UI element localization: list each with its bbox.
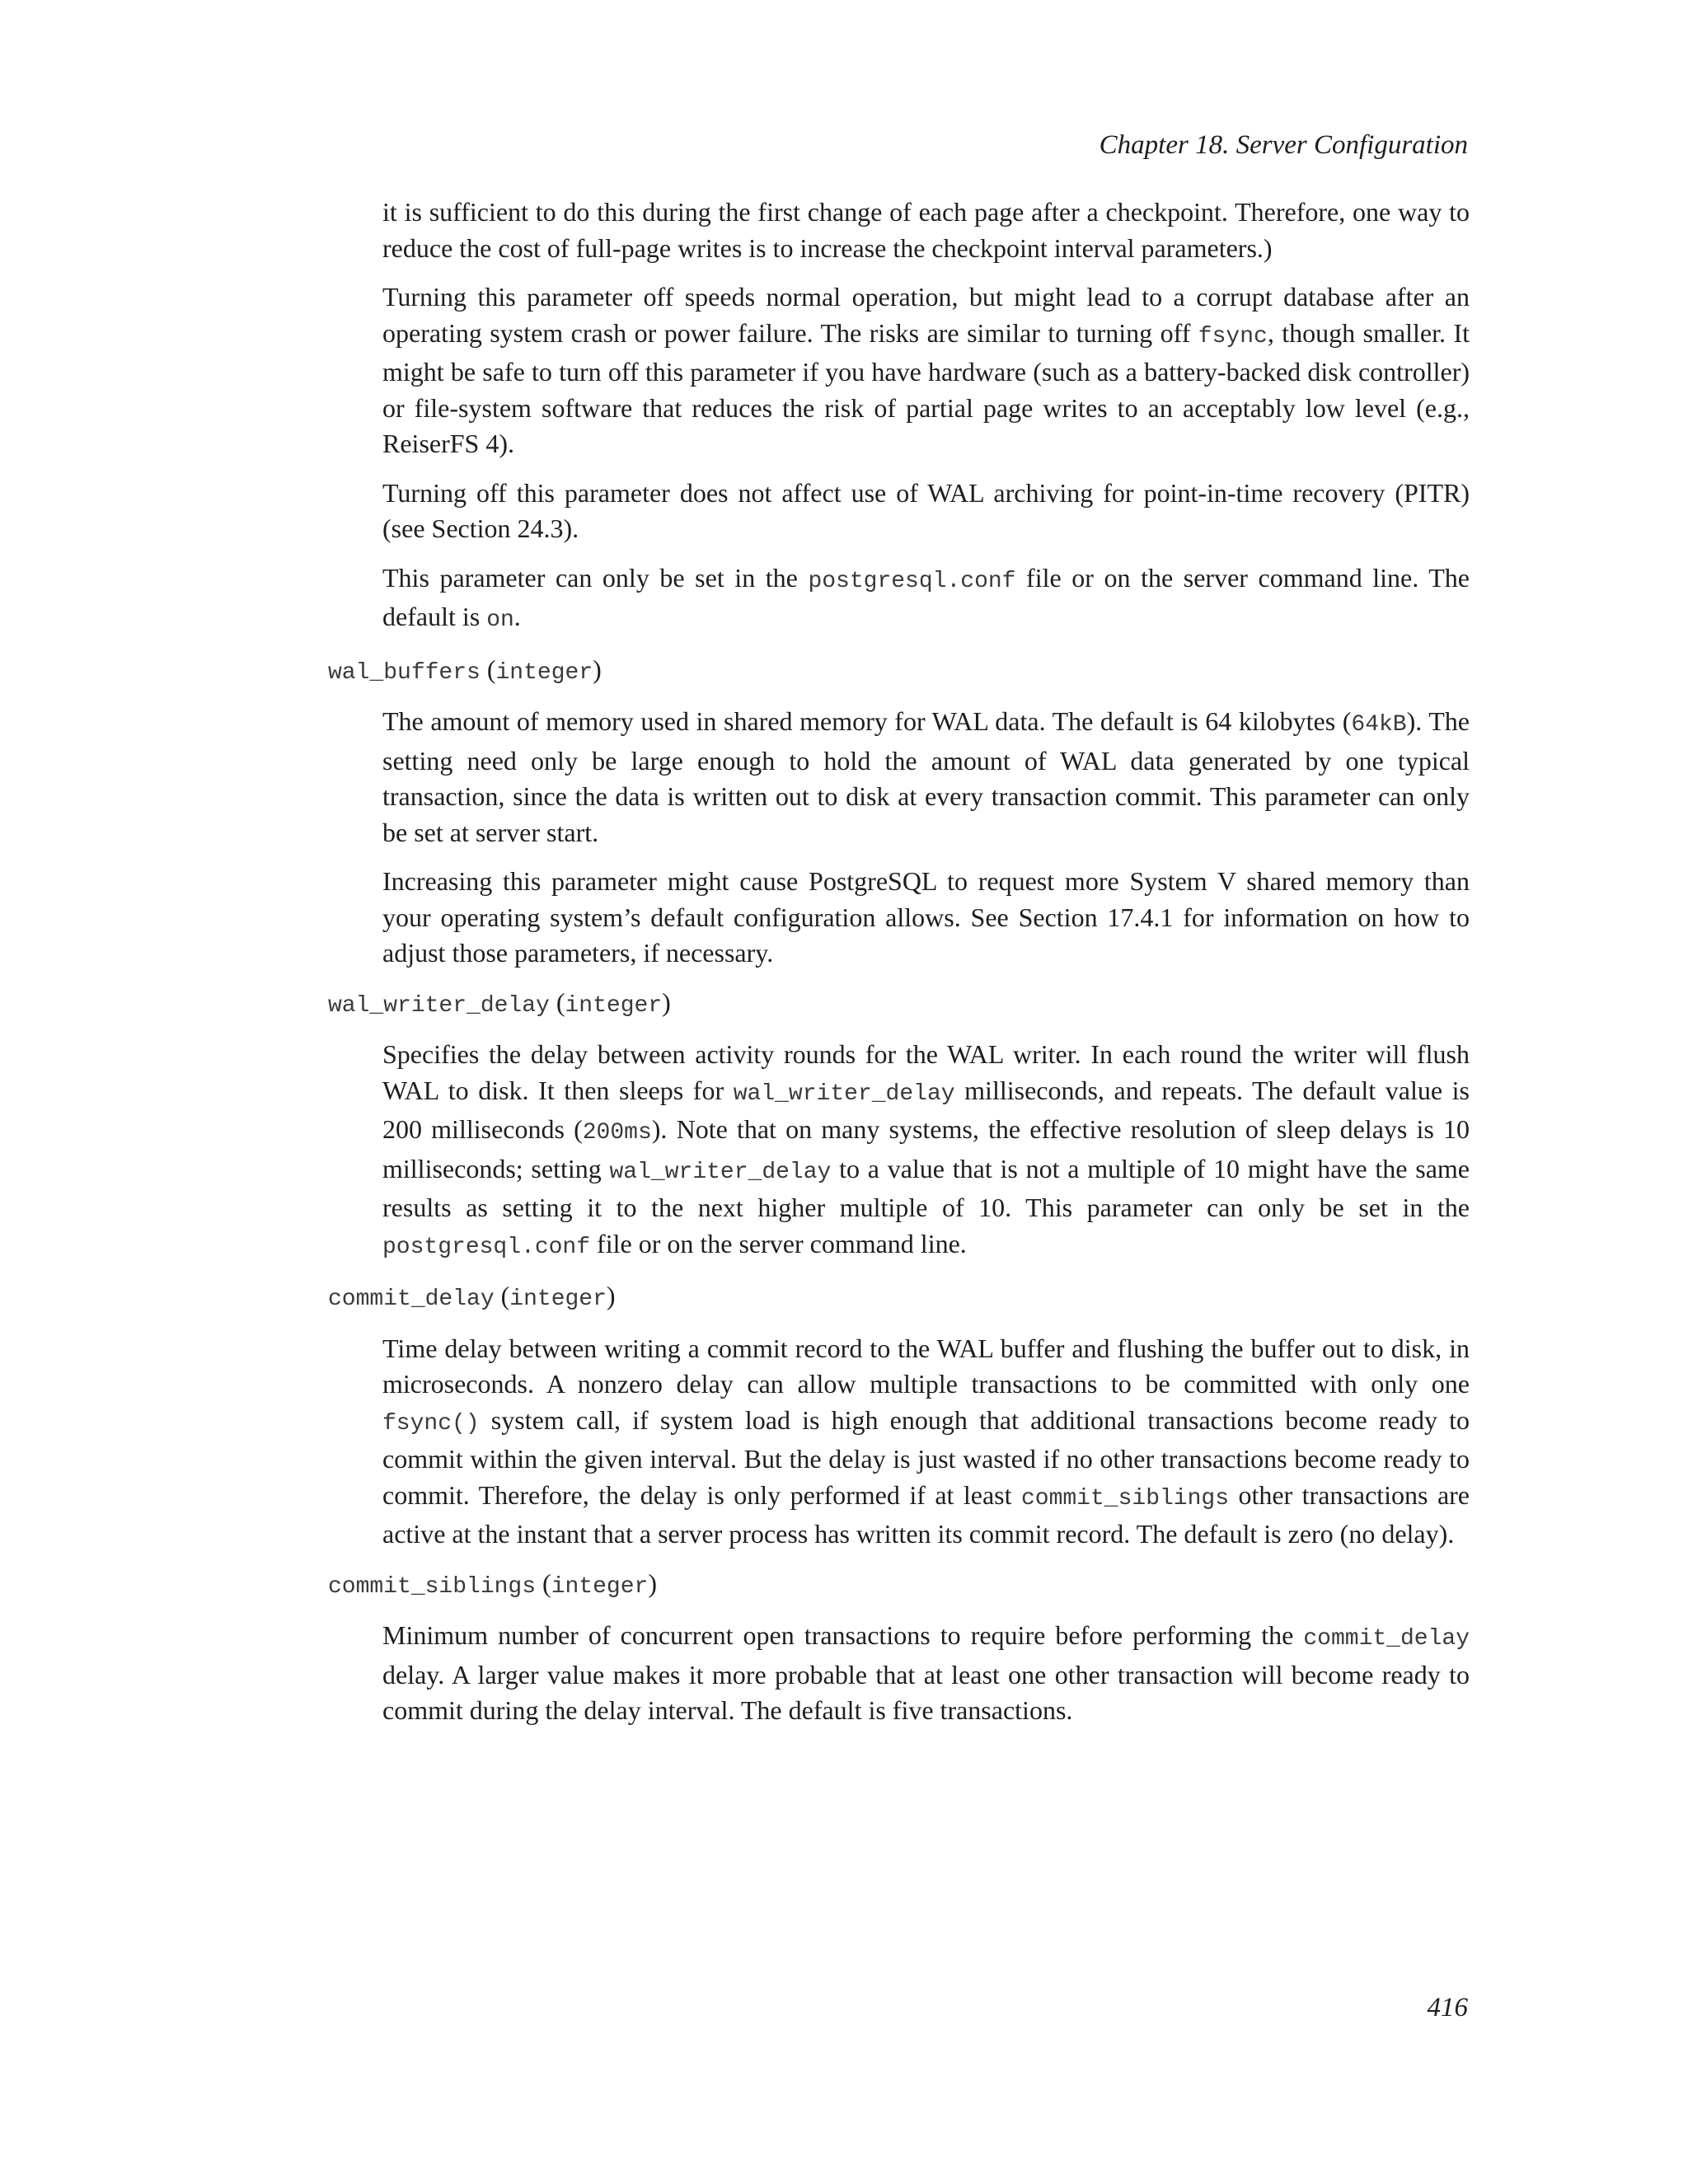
inline-code: 64kB <box>1351 712 1407 738</box>
wal-buffers-paragraph-1: The amount of memory used in shared memory for WAL data. The default is 64 kilobytes (64kB). The setting need only be large enough to hold the amount of WAL data generated by one typical transaction, since the data is written out to disk at every transaction commit. This parameter can only be set at server start. <box>382 706 1470 847</box>
page-number: 416 <box>1427 1993 1468 2022</box>
parameter-type: integer <box>551 1573 649 1600</box>
inline-code: on <box>486 607 514 633</box>
full-page-writes-paragraph-3: Turning off this parameter does not affect use of WAL archiving for point-in-time recovery (PITR) (see Section 24.3). <box>382 477 1470 543</box>
wal-buffers-paragraph-2: Increasing this parameter might cause PostgreSQL to request more System V shared memory than your operating system’s default configuration allows. See Section 17.4.1 for information on how to adjust those parameters, if necessary. <box>382 866 1470 968</box>
page-content <box>328 194 1470 1742</box>
parameter-name: commit_siblings <box>328 1573 537 1600</box>
full-page-writes-paragraph-1: it is sufficient to do this during the first change of each page after a checkpoint. Therefore, one way to reduce the cost of full-page writes is to increase the checkpoint interval parameters.) <box>382 197 1470 263</box>
inline-code: commit_siblings <box>1020 1485 1230 1511</box>
running-header: Chapter 18. Server Configuration <box>1099 130 1468 160</box>
full-page-writes-paragraph-2: Turning this parameter off speeds normal operation, but might lead to a corrupt database after an operating system crash or power failure. The risks are similar to turning off fsync, though smaller. It might be safe to turn off this parameter if you have hardware (such as a battery-backed disk controller) or file-system software that reduces the risk of partial page writes to an acceptably low level (e.g., ReiserFS 4). <box>382 282 1470 458</box>
parameter-term-commit-delay: commit_delay (integer) <box>328 1281 616 1312</box>
full-page-writes-paragraph-4: This parameter can only be set in the postgresql.conf file or on the server command line. The default is on. <box>382 562 1470 633</box>
inline-code: wal_writer_delay <box>733 1080 955 1107</box>
parameter-name: commit_delay <box>328 1286 495 1312</box>
inline-code: 200ms <box>582 1120 652 1146</box>
parameter-term-wal-writer-delay: wal_writer_delay (integer) <box>328 987 671 1019</box>
inline-code: postgresql.conf <box>808 568 1016 594</box>
parameter-type: integer <box>565 992 663 1019</box>
inline-code: postgresql.conf <box>382 1234 591 1260</box>
inline-code: fsync() <box>382 1410 480 1436</box>
parameter-name: wal_buffers <box>328 659 481 686</box>
inline-code: wal_writer_delay <box>609 1159 832 1185</box>
commit-siblings-paragraph-1: Minimum number of concurrent open transactions to require before performing the commit_delay delay. A larger value makes it more probable that at least one other transaction will become ready to commit during the delay interval. The default is five transactions. <box>382 1620 1470 1725</box>
inline-code: fsync <box>1198 323 1268 349</box>
parameter-term-wal-buffers: wal_buffers (integer) <box>328 654 602 686</box>
parameter-type: integer <box>509 1286 607 1312</box>
wal-writer-delay-paragraph-1: Specifies the delay between activity rounds for the WAL writer. In each round the writer will flush WAL to disk. It then sleeps for wal_writer_delay milliseconds, and repeats. The default value is 200 milliseconds (200ms). Note that on many systems, the effective resolution of sleep delays is 10 milliseconds; setting wal_writer_delay to a value that is not a multiple of 10 might have the same results as setting it to the next higher multiple of 10. This parameter can only be set in the postgresql.conf file or on the server command line. <box>382 1039 1470 1260</box>
parameter-term-commit-siblings: commit_siblings (integer) <box>328 1568 657 1600</box>
commit-delay-paragraph-1: Time delay between writing a commit record to the WAL buffer and flushing the buffer out to disk, in microseconds. A nonzero delay can allow multiple transactions to be committed with only one fsync() system call, if system load is high enough that additional transactions become ready to commit within the given interval. But the delay is just wasted if no other transactions become ready to commit. Therefore, the delay is only performed if at least commit_siblings other transactions are active at the instant that a server process has written its commit record. The default is zero (no delay). <box>382 1333 1470 1549</box>
inline-code: commit_delay <box>1303 1626 1470 1652</box>
parameter-type: integer <box>495 659 593 686</box>
parameter-name: wal_writer_delay <box>328 992 550 1019</box>
